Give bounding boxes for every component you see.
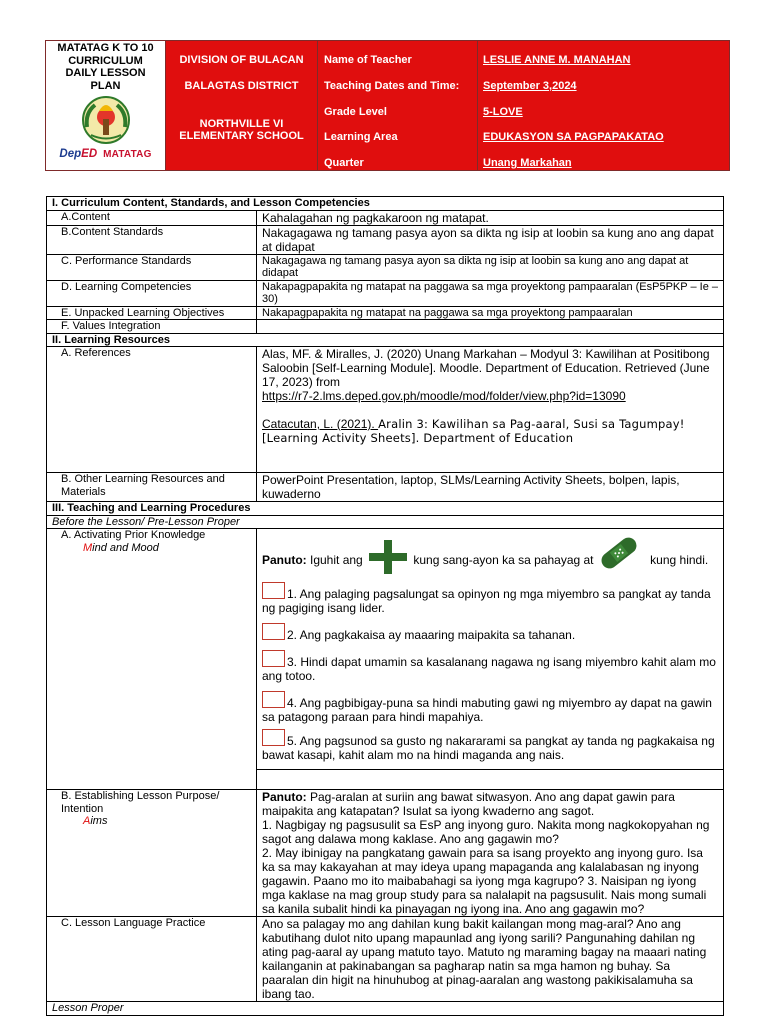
header-labels-cell [318, 41, 478, 170]
before-lesson-label: Before the Lesson/ Pre-Lesson Proper [47, 515, 724, 529]
answer-box[interactable] [262, 691, 285, 708]
matatag-logo: MATATAG [103, 148, 152, 160]
activity-item-text: 5. Ang pagsunod sa gusto ng nakararami sa pangkat ay tanda ng pagkakaisa ng bawat kasapi, kahit alam mo na hindi maganda ang nais. [262, 734, 715, 762]
language-practice-text: Ano sa palagay mo ang dahilan kung bakit kailangan mong mag-aral? Ano ang kabutihang dulot nito upang mapaunlad ang iyong sarili? Pangunahing dahilan ng ating pag-aaral ay upang matuto tayo. Matuto ng maraming bagay na maaari nating kailanganin at pakinabangan sa pagharap natin sa mga hamon ng buhay. Sa paaralan din higit na hinuhubog at pinag-aaralan ang wastong pakikisalamuha sa ibang tao. [257, 917, 724, 1002]
value-learning-area: EDUKASYON SA PAGPAPAKATAO [483, 131, 664, 143]
reference-1-link[interactable]: https://r7-2.lms.deped.gov.ph/moodle/mod/folder/view.php?id=13090 [262, 389, 626, 403]
activity-item-text: 2. Ang pagkakaisa ay maaaring maipakita sa tahanan. [287, 628, 576, 642]
language-practice-label: C. Lesson Language Practice [47, 917, 257, 1002]
lesson-plan-table [46, 196, 724, 1016]
panuto-text-2: kung sang-ayon ka sa pahayag at [410, 553, 597, 567]
school-name-line2: ELEMENTARY SCHOOL [179, 130, 304, 142]
table-row [47, 473, 724, 502]
label-teacher: Name of Teacher [324, 54, 412, 66]
value-quarter: Unang Markahan [483, 157, 572, 169]
table-row [47, 515, 724, 529]
aims [61, 815, 251, 828]
table-row [47, 254, 724, 280]
division-name: DIVISION OF BULACAN [179, 54, 304, 66]
lesson-purpose-cell [47, 790, 257, 917]
bandage-icon [597, 534, 641, 572]
learning-competencies-label: D. Learning Competencies [47, 280, 257, 306]
activity-item [262, 623, 718, 642]
activating-prior-knowledge-cell [47, 529, 257, 790]
label-grade: Grade Level [324, 106, 387, 118]
mind-rest: ind and Mood [92, 541, 159, 554]
reference-2-author: Catacutan, L. (2021). [262, 417, 379, 431]
performance-standards-label: C. Performance Standards [47, 254, 257, 280]
reference-2 [262, 417, 718, 445]
table-row [47, 1002, 724, 1016]
school-name-line1: NORTHVILLE VI [199, 118, 284, 130]
table-row [47, 347, 724, 473]
unpacked-objectives-label: E. Unpacked Learning Objectives [47, 306, 257, 320]
label-dates: Teaching Dates and Time: [324, 80, 460, 92]
answer-box[interactable] [262, 729, 285, 746]
mind-initial: M [83, 541, 93, 554]
other-resources-label: B. Other Learning Resources and Materials [47, 473, 257, 502]
section1-title: I. Curriculum Content, Standards, and Lesson Competencies [47, 197, 724, 211]
content-standards-value: Nakagagawa ng tamang pasya ayon sa dikta ng isip at loobin sa kung ano ang dapat at didapat [257, 225, 724, 254]
table-row [47, 306, 724, 320]
district-name: BALAGTAS DISTRICT [184, 80, 299, 92]
table-row [47, 320, 724, 334]
reference-2-text: Aralin 3: Kawilihan sa Pag-aaral, Susi sa Tagumpay! [Learning Activity Sheets]. Department of Education [262, 417, 685, 445]
aims-initial: A [83, 815, 91, 827]
activity-item [262, 691, 718, 724]
activity-b-item-2: 2. May ibinigay na pangkatang gawain para sa isang proyekto ang inyong guro. Isa ka sa may kakayahan at may ideya upang mapaganda ang kalalabasan ng inyong gagawin. Paano mo ito maibabahagi sa iyong mga kagrupo? 3. Naisipan ng iyong mga kaklase na mag group study para sa nalalapit na pagsusulit. Nais mong sumali sa kanila subalit hindi ka pinayagan ng iyong ina. Ano ang gagawin mo? [262, 846, 707, 916]
mind-and-mood [61, 542, 251, 555]
plus-icon [366, 538, 410, 576]
label-quarter: Quarter [324, 157, 364, 169]
activity-b-instruction [262, 790, 718, 818]
lesson-plan-header [45, 40, 730, 171]
table-row [47, 210, 724, 225]
values-integration-label: F. Values Integration [47, 320, 257, 334]
content-label: A.Content [47, 210, 257, 225]
content-value: Kahalagahan ng pagkakaroon ng matapat. [257, 210, 724, 225]
activity-a-instruction [262, 534, 718, 576]
table-row [47, 917, 724, 1002]
reference-1-text: Alas, MF. & Miralles, J. (2020) Unang Markahan – Modyul 3: Kawilihan at Positibong Saloobin [Self-Learning Module]. Moodle. Department of Education. Retrieved (June 17, 2023) from [262, 347, 710, 389]
deped-logo: DepED [59, 148, 98, 160]
header-values-cell [478, 41, 729, 170]
label-learning-area: Learning Area [324, 131, 398, 143]
answer-box[interactable] [262, 582, 285, 599]
unpacked-objectives-value: Nakapagpapakita ng matapat na paggawa sa mga proyektong pampaaralan [257, 306, 724, 320]
section-header [47, 502, 724, 516]
activity-b-cell [257, 790, 724, 917]
section-header [47, 333, 724, 347]
value-dates: September 3,2024 [483, 80, 577, 92]
lesson-proper-label: Lesson Proper [47, 1002, 724, 1016]
values-integration-value [257, 320, 724, 334]
panuto-text-1: Iguhit ang [310, 553, 367, 567]
activity-item [262, 650, 718, 683]
activity-b-item-1: 1. Nagbigay ng pagsusulit sa EsP ang inyong guro. Nakita mong nagkokopyahan ng sagot ang dalawa mong kaklase. Ano ang gagawin mo? [262, 818, 710, 846]
activity-item [262, 729, 718, 762]
section3-title: III. Teaching and Learning Procedures [47, 502, 724, 516]
performance-standards-value: Nakagagawa ng tamang pasya ayon sa dikta ng isip at loobin sa kung ano ang dapat at didapat [257, 254, 724, 280]
b-panuto-text: Pag-aralan at suriin ang bawat sitwasyon. Ano ang dapat gawin para maipakita ang katapatan? Isulat sa iyong kwaderno ang sagot. [262, 790, 675, 818]
activity-item [262, 582, 718, 615]
activity-a-cell [257, 529, 724, 790]
answer-box[interactable] [262, 623, 285, 640]
references-cell [257, 347, 724, 473]
curriculum-title: MATATAG K TO 10 CURRICULUM DAILY LESSON PLAN [57, 42, 154, 92]
value-teacher: LESLIE ANNE M. MANAHAN [483, 54, 631, 66]
references-label: A. References [47, 347, 257, 473]
panuto-label: Panuto: [262, 553, 310, 567]
table-row [47, 529, 724, 790]
table-row [47, 225, 724, 254]
section2-title: II. Learning Resources [47, 333, 724, 347]
logo-row [59, 148, 151, 160]
learning-competencies-value: Nakapagpapakita ng matapat na paggawa sa mga proyektong pampaaralan (EsP5PKP – Ie – 30) [257, 280, 724, 306]
lesson-purpose-label: B. Establishing Lesson Purpose/ Intention [61, 790, 220, 815]
value-grade: 5-LOVE [483, 106, 523, 118]
activity-a-blank-row [257, 769, 723, 789]
activity-item-text: 3. Hindi dapat umamin sa kasalanang nagawa ng isang miyembro kahit alam mo ang totoo. [262, 655, 716, 683]
activity-item-text: 1. Ang palaging pagsalungat sa opinyon ng mga miyembro sa pangkat ay tanda ng pagiging isang lider. [262, 587, 711, 615]
b-panuto-label: Panuto: [262, 790, 310, 804]
content-standards-label: B.Content Standards [47, 225, 257, 254]
other-resources-value: PowerPoint Presentation, laptop, SLMs/Learning Activity Sheets, bolpen, lapis, kuwaderno [257, 473, 724, 502]
school-info-cell [166, 41, 318, 170]
aims-rest: ims [90, 815, 108, 827]
table-row [47, 790, 724, 917]
curriculum-logo-block [46, 41, 166, 170]
activating-prior-knowledge-label: A. Activating Prior Knowledge [61, 529, 206, 541]
section-header [47, 197, 724, 211]
table-row [47, 280, 724, 306]
division-seal-icon [77, 95, 135, 145]
panuto-text-3: kung hindi. [646, 553, 709, 567]
activity-item-text: 4. Ang pagbibigay-puna sa hindi mabuting gawi ng miyembro ay dapat na gawin sa patagong paraan para hindi mapahiya. [262, 696, 712, 724]
answer-box[interactable] [262, 650, 285, 667]
